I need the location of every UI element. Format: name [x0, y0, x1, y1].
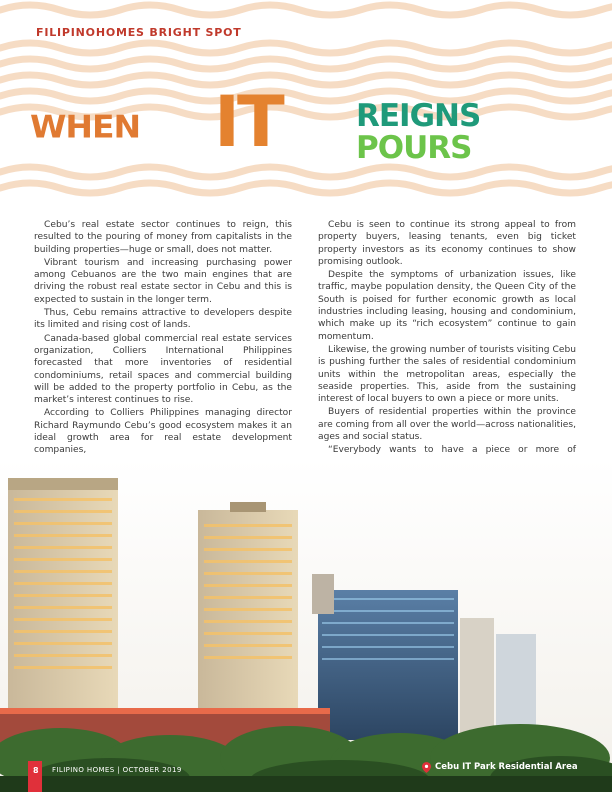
- headline-pours: POURS: [356, 130, 472, 166]
- map-pin-icon: [422, 762, 431, 773]
- article-paragraph: Vibrant tourism and increasing purchasing power among Cebuanos are the two main engines that are driving the robust real estate sector in Cebu and this is expected to sustain in the longer term.: [34, 257, 292, 305]
- article-headline: [0, 81, 612, 175]
- article-paragraph: Buyers of residential properties within the province are coming from all over the world—across nationalities, ages and social status.: [318, 407, 576, 443]
- article-paragraph: “Everybody wants to have a piece or more of: [328, 445, 576, 456]
- article-paragraph: Likewise, the growing number of tourists visiting Cebu is pushing further the sales of residential condominium units within the metropolitan areas, especially the seaside properties. This, aside from the sustaining interest of local buyers to own a piece or more units.: [318, 344, 576, 405]
- section-tag: FILIPINOHOMES BRIGHT SPOT: [36, 26, 242, 39]
- footer-magazine-info: FILIPINO HOMES | OCTOBER 2019: [52, 766, 182, 774]
- article-paragraph: Despite the symptoms of urbanization issues, like traffic, maybe population density, the Queen City of the South is poised for further economic growth as local industries including leasing, housing and condominium, which make up its “rich ecosystem” continue to gain momentum.: [318, 270, 576, 342]
- article-paragraph: Canada-based global commercial real estate services organization, Colliers International Philippines forecasted that more inventories of residential condominiums, retail spaces and commercial building will be added to the property portfolio in Cebu, as the market’s interest continues to rise.: [34, 333, 292, 406]
- photo-caption: Cebu IT Park Residential Area: [435, 762, 578, 772]
- cebu-skyline-photo: [0, 458, 612, 792]
- article-left-column: [34, 219, 292, 483]
- article-paragraph: Cebu is seen to continue its strong appeal to from property buyers, leasing tenants, even big ticket property investors as its economy continues to show promising outlook.: [318, 220, 576, 267]
- page-number: 8: [33, 766, 39, 775]
- headline-it: IT: [214, 81, 282, 163]
- article-paragraph: According to Colliers Philippines managing director Richard Raymundo Cebu’s good ecosystem makes it an ideal growth area for real estate development companies,: [34, 408, 292, 456]
- headline-when: WHEN: [30, 107, 141, 146]
- article-paragraph: Cebu’s real estate sector continues to reign, this resulted to the pouring of money from capitalists in the building properties—huge or small, does not matter.: [34, 220, 292, 255]
- headline-reigns: REIGNS: [356, 98, 481, 134]
- article-paragraph: Thus, Cebu remains attractive to developers despite its limited and rising cost of lands.: [34, 308, 292, 331]
